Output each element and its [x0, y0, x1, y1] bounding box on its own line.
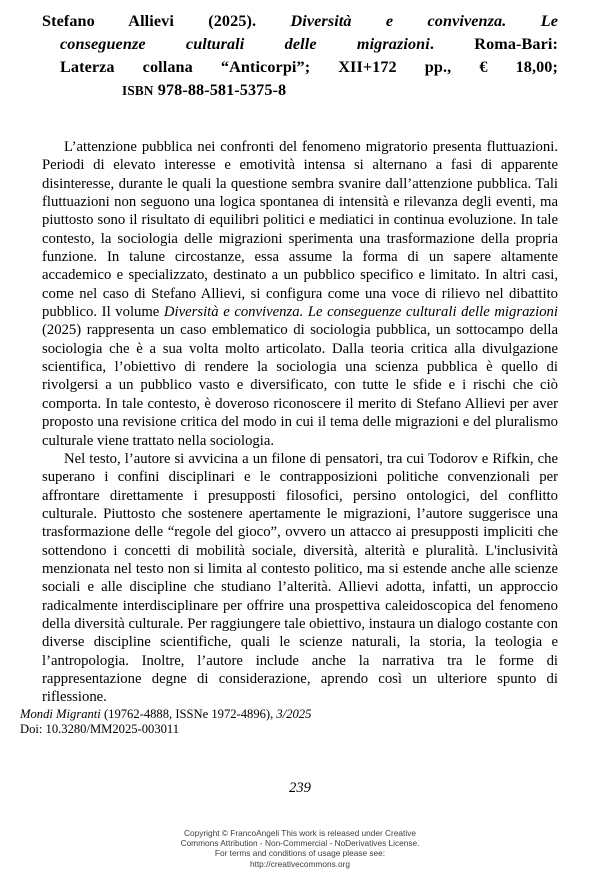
citation-publisher: . Roma-Bari:	[429, 35, 558, 53]
copyright-url: http://creativecommons.org	[249, 858, 351, 869]
isbn-label: ISBN	[122, 83, 154, 98]
review-body	[42, 138, 558, 707]
copyright-line-3: For terms and conditions of usage please see:	[214, 848, 386, 859]
citation-title-part-1: Diversità e convivenza. Le	[290, 12, 558, 30]
copyright-line-2: Commons Attribution - Non-Commercial - NoDerivatives License.	[180, 838, 420, 849]
page-number: 239	[289, 780, 311, 796]
copyright-notice	[0, 828, 600, 869]
citation-line-2	[42, 33, 558, 56]
citation-author: Stefano Allievi (2025).	[42, 12, 257, 30]
citation-line-4	[42, 79, 558, 102]
journal-issn: (19762-4888, ISSNe 1972-4896),	[100, 707, 277, 721]
paragraph-1-text-before-title: L’attenzione pubblica nei confronti del fenomeno migratorio presenta fluttuazioni. Periodi di elevato interesse e emotività intensa si alternano a fasi di apparente disinteresse, durante le quali la questione sembra svanire dall’attenzione pubblica. Tali fluttuazioni non seguono una logica spontanea di intensità e rilevanza degli eventi, ma piuttosto sono il risultato di equilibri politici e mediatici in continua evoluzione. In tale contesto, la sociologia delle migrazioni sperimenta una trasformazione della propria funzione. In talune circostanze, essa assume la forma di un sapere altamente accademico e specializzato, destinato a un pubblico specifico e limitato. In altri casi, come nel caso di Stefano Allievi, si configura come una voce di rilievo nel dibattito pubblico. Il volume	[42, 139, 558, 321]
isbn-value: 978-88-581-5375-8	[157, 81, 287, 99]
journal-reference	[20, 707, 311, 736]
citation-heading	[42, 10, 558, 102]
citation-title-part-2: conseguenze culturali delle migrazioni	[60, 35, 430, 53]
journal-title: Mondi Migranti	[20, 707, 101, 721]
copyright-line-1: Copyright © FrancoAngeli This work is released under Creative	[184, 828, 416, 838]
journal-doi: Doi: 10.3280/MM2025-003011	[20, 721, 180, 736]
body-paragraph-2: Nel testo, l’autore si avvicina a un filone di pensatori, tra cui Todorov e Rifkin, che superano i confini disciplinari e le contrapposizioni politiche convenzionali per affrontare direttamente i presupposti filosofici, persino ontologici, del conflitto culturale. Piuttosto che sostenere apertamente le migrazioni, l’autore suggerisce una trasformazione delle “regole del gioco”, ovvero un attacco ai presupposti impliciti che sottendono i concetti di mobilità sociale, diversità, alterità e pluralità. L'inclusività menzionata nel testo non si limita al contesto politico, ma si estende anche alle scienze sociali e alle discipline che studiano l’alterità. Allievi adotta, infatti, un approccio radicalmente interdisciplinare per offrire una prospettiva caleidoscopica del fenomeno della diversità culturale. Per raggiungere tale obiettivo, instaura un dialogo costante con diverse discipline scientifiche, quali le scienze naturali, la storia, la teologia e l’antropologia. Inoltre, l’autore include anche la narrativa tra le forme di rappresentazione degne di considerazione, aprendo così un ulteriore spunto di riflessione.	[42, 450, 558, 706]
citation-line-1	[42, 10, 558, 33]
citation-line-3: Laterza collana “Anticorpi”; XII+172 pp., € 18,00;	[60, 58, 558, 76]
inline-book-title: Diversità e convivenza. Le conseguenze culturali delle migrazioni	[163, 304, 558, 321]
body-paragraph-1	[42, 138, 558, 450]
paragraph-1-text-after-title: (2025) rappresenta un caso emblematico di sociologia pubblica, un sottocampo della sociologia che è a sua volta molto articolato. Dalla teoria critica alla divulgazione scientifica, l’obiettivo di rendere la sociologia una scienza pubblica è quello di rivolgersi a un pubblico vasto e diversificato, con tutte le sfide e i rischi che ciò comporta. In tale contesto, è doveroso riconoscere il merito di Stefano Allievi per aver proposto una revisione critica del modo in cui il tema delle migrazioni e del pluralismo culturale viene trattato nella sociologia.	[42, 322, 558, 449]
journal-issue: 3/2025	[276, 707, 312, 721]
